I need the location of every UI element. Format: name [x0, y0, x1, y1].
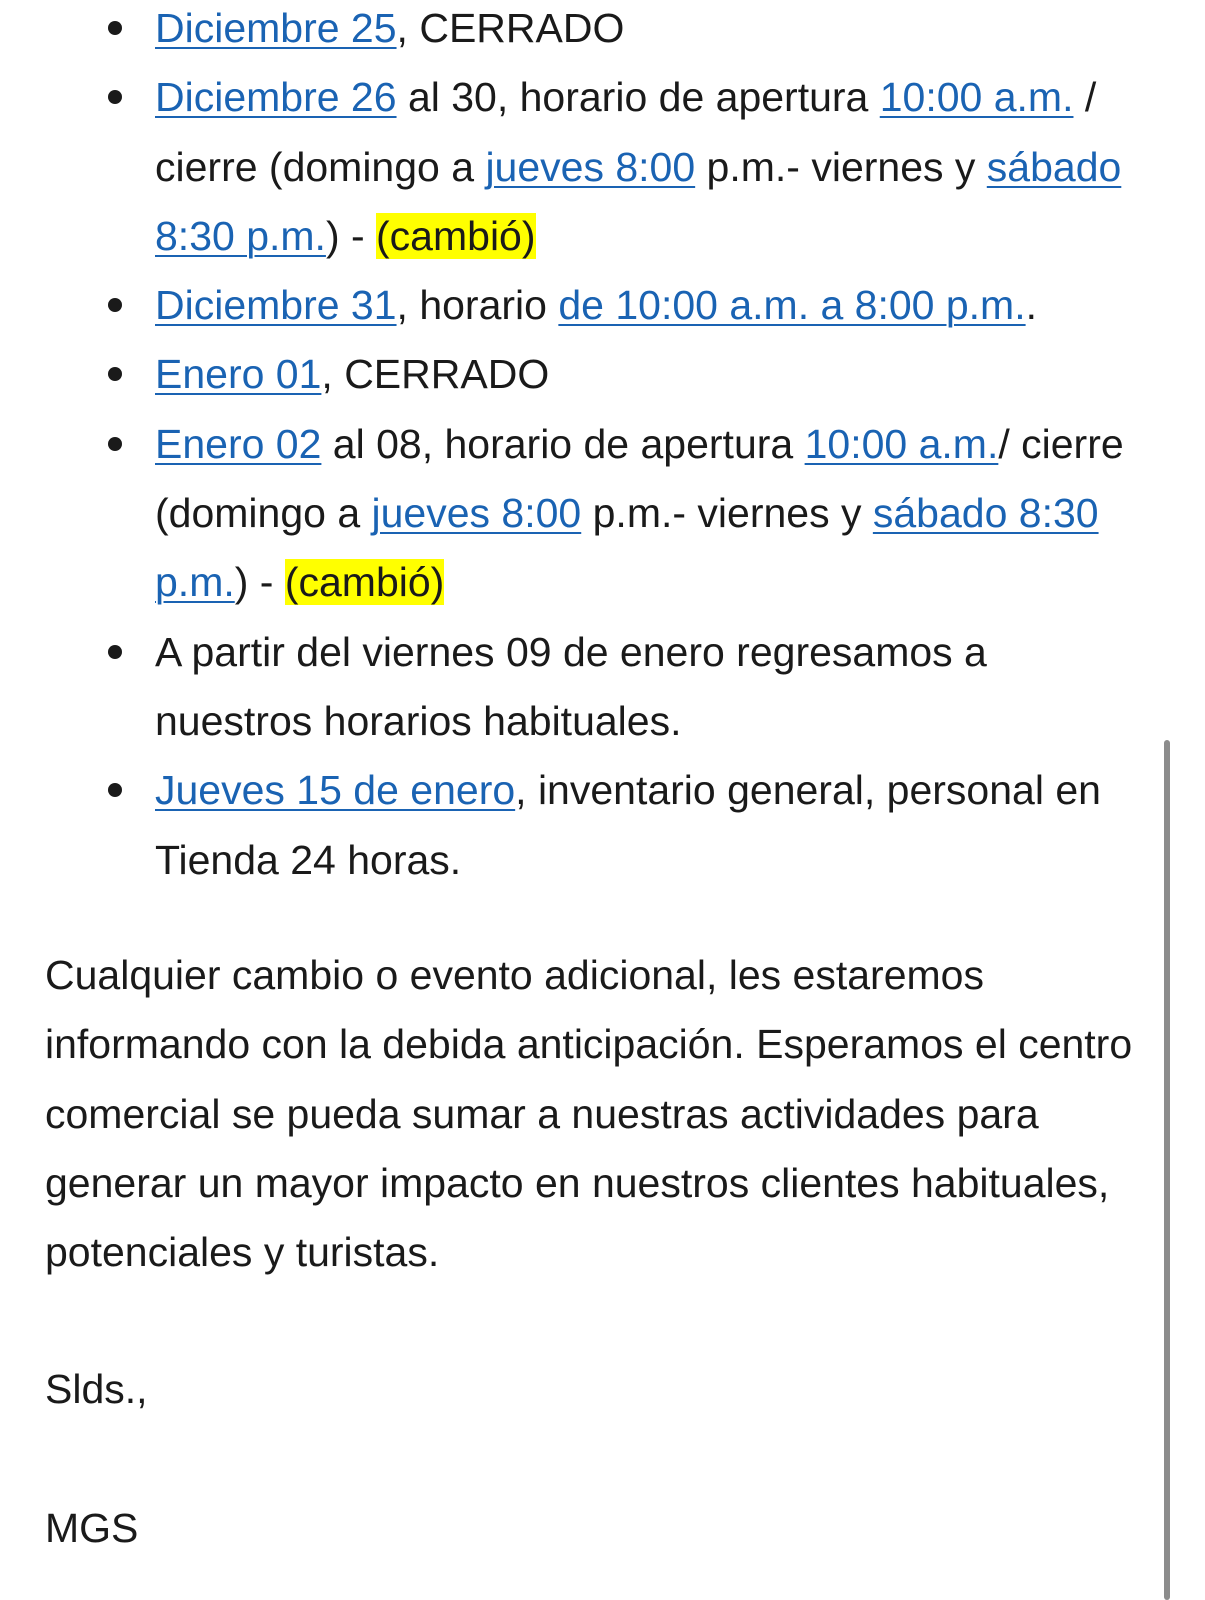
bullet-icon: [108, 90, 122, 104]
bullet-icon: [108, 783, 122, 797]
time-range-link[interactable]: de 10:00 a.m. a 8:00 p.m.: [558, 282, 1026, 329]
changed-highlight: (cambió): [284, 559, 445, 606]
bullet-icon: [108, 298, 122, 312]
list-item-jan-01: [155, 340, 1145, 409]
date-link-dec-26[interactable]: Diciembre 26: [155, 74, 397, 121]
time-link-thursday[interactable]: jueves 8:00: [371, 490, 582, 537]
time-link-opening[interactable]: 10:00 a.m.: [804, 420, 999, 467]
item-text: p.m.- viernes y: [581, 490, 873, 537]
item-text: , CERRADO: [396, 5, 625, 51]
item-text: A partir del viernes 09 de enero regresamos a nuestros horarios habituales.: [155, 628, 987, 744]
date-link-dec-31[interactable]: Diciembre 31: [155, 282, 397, 329]
time-link-opening[interactable]: 10:00 a.m.: [879, 74, 1074, 121]
list-item-dec-25: [155, 0, 1145, 63]
item-text: / cierre (domingo a: [155, 74, 1097, 190]
list-item-jan-02: [155, 410, 1145, 618]
bullet-icon: [108, 645, 122, 659]
changed-highlight: (cambió): [376, 212, 536, 259]
item-text: , horario: [396, 282, 559, 329]
date-link-jan-01[interactable]: Enero 01: [155, 351, 322, 398]
closing-paragraph: Cualquier cambio o evento adicional, les estaremos informando con la debida anticipación. Esperamos el centro comercial se pueda sumar a nuestras actividades para generar un mayor impacto en nuestros clientes habituales, potenciales y turistas.: [45, 952, 1133, 1276]
bullet-icon: [108, 437, 122, 451]
item-text: al 30, horario de apertura: [396, 74, 880, 121]
item-text: ) -: [234, 559, 285, 606]
time-link-saturday[interactable]: sábado 8:30 p.m.: [155, 490, 1099, 606]
item-text: al 08, horario de apertura: [321, 420, 805, 467]
signature-text: MGS: [45, 1505, 139, 1551]
holiday-schedule-list: [155, 0, 1145, 895]
bullet-icon: [108, 21, 122, 35]
date-link-jan-15[interactable]: Jueves 15 de enero: [155, 767, 516, 814]
item-text: , inventario general, personal en Tienda 24 horas.: [155, 767, 1101, 883]
greeting-text: Slds.,: [45, 1366, 148, 1412]
vertical-scrollbar[interactable]: [1164, 740, 1170, 1600]
item-text: / cierre (domingo a: [155, 420, 1124, 537]
item-text: p.m.- viernes y: [695, 143, 987, 190]
item-text: , CERRADO: [321, 351, 550, 398]
list-item-dec-31: [155, 271, 1145, 340]
item-text: ) -: [325, 212, 377, 259]
list-item-inventory: [155, 756, 1145, 895]
item-text: .: [1025, 282, 1038, 329]
date-link-jan-02[interactable]: Enero 02: [155, 420, 322, 467]
date-link-dec-25[interactable]: Diciembre 25: [155, 5, 397, 51]
bullet-icon: [108, 367, 122, 381]
time-link-thursday[interactable]: jueves 8:00: [485, 143, 696, 190]
list-item-regular-hours: [155, 618, 1145, 757]
time-link-saturday[interactable]: sábado 8:30 p.m.: [155, 143, 1122, 259]
list-item-dec-26: [155, 63, 1145, 271]
